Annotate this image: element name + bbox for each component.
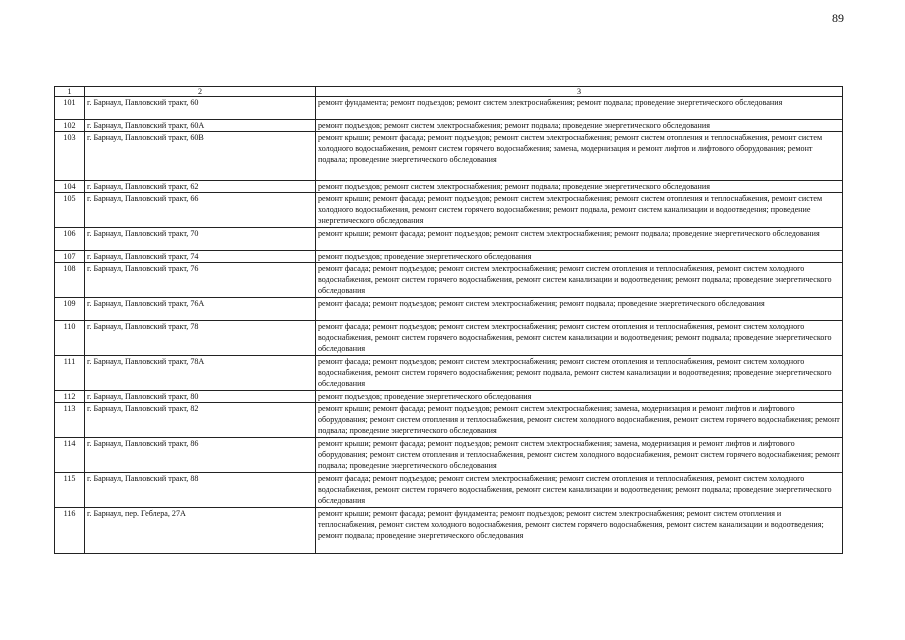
row-address: г. Барнаул, пер. Геблера, 27А (85, 508, 316, 554)
row-address: г. Барнаул, Павловский тракт, 78 (85, 321, 316, 356)
row-address: г. Барнаул, Павловский тракт, 60А (85, 120, 316, 132)
column-header-address: 2 (85, 87, 316, 97)
row-number: 101 (55, 97, 85, 120)
table-row (55, 356, 843, 391)
table-row (55, 97, 843, 120)
row-works: ремонт крыши; ремонт фасада; ремонт подъездов; ремонт систем электроснабжения; ремонт подвала; проведение энергетического обследования (316, 228, 843, 251)
row-address: г. Барнаул, Павловский тракт, 78А (85, 356, 316, 391)
row-number: 106 (55, 228, 85, 251)
table-row (55, 298, 843, 321)
row-number: 107 (55, 251, 85, 263)
row-address: г. Барнаул, Павловский тракт, 74 (85, 251, 316, 263)
table-row (55, 391, 843, 403)
row-address: г. Барнаул, Павловский тракт, 82 (85, 403, 316, 438)
column-header-works: 3 (316, 87, 843, 97)
row-number: 109 (55, 298, 85, 321)
row-number: 112 (55, 391, 85, 403)
page-number: 89 (832, 11, 844, 25)
row-address: г. Барнаул, Павловский тракт, 60 (85, 97, 316, 120)
table-row (55, 228, 843, 251)
row-address: г. Барнаул, Павловский тракт, 66 (85, 193, 316, 228)
row-works: ремонт подъездов; ремонт систем электроснабжения; ремонт подвала; проведение энергетического обследования (316, 120, 843, 132)
row-address: г. Барнаул, Павловский тракт, 88 (85, 473, 316, 508)
table-row (55, 132, 843, 181)
row-works: ремонт крыши; ремонт фасада; ремонт подъездов; ремонт систем электроснабжения; ремонт систем отопления и теплоснабжения, ремонт систем холодного водоснабжения, ремонт систем горячего водоснабжения; ремонт подвала, ремонт систем канализации и водоотведения; проведение энергетического обследования (316, 193, 843, 228)
row-works: ремонт фасада; ремонт подъездов; ремонт систем электроснабжения; ремонт систем отопления и теплоснабжения, ремонт систем холодного водоснабжения, ремонт систем горячего водоснабжения, ремонт систем канализации и водоотведения; ремонт подвала; проведение энергетического обследования (316, 473, 843, 508)
row-works: ремонт подъездов; ремонт систем электроснабжения; ремонт подвала; проведение энергетического обследования (316, 181, 843, 193)
row-works: ремонт фасада; ремонт подъездов; ремонт систем электроснабжения; ремонт систем отопления и теплоснабжения, ремонт систем холодного водоснабжения, ремонт систем горячего водоснабжения, ремонт систем канализации и водоотведения; ремонт подвала; проведение энергетического обследования (316, 321, 843, 356)
row-address: г. Барнаул, Павловский тракт, 76А (85, 298, 316, 321)
row-number: 104 (55, 181, 85, 193)
column-header-number: 1 (55, 87, 85, 97)
table-row (55, 403, 843, 438)
table-row (55, 251, 843, 263)
row-works: ремонт фасада; ремонт подъездов; ремонт систем электроснабжения; ремонт систем отопления и теплоснабжения, ремонт систем холодного водоснабжения, ремонт систем горячего водоснабжения, ремонт систем канализации и водоотведения; ремонт подвала; проведение энергетического обследования (316, 263, 843, 298)
row-number: 114 (55, 438, 85, 473)
row-works: ремонт подъездов; проведение энергетического обследования (316, 391, 843, 403)
row-number: 110 (55, 321, 85, 356)
table-row (55, 438, 843, 473)
row-works: ремонт крыши; ремонт фасада; ремонт подъездов; ремонт систем электроснабжения; замена, модернизация и ремонт лифтов и лифтового оборудования; ремонт систем отопления и теплоснабжения, ремонт систем холодного водоснабжения, ремонт систем горячего водоснабжения; ремонт подвала; проведение энергетического обследования (316, 438, 843, 473)
row-address: г. Барнаул, Павловский тракт, 76 (85, 263, 316, 298)
row-works: ремонт подъездов; проведение энергетического обследования (316, 251, 843, 263)
row-number: 113 (55, 403, 85, 438)
table-row (55, 473, 843, 508)
row-works: ремонт фундамента; ремонт подъездов; ремонт систем электроснабжения; ремонт подвала; проведение энергетического обследования (316, 97, 843, 120)
row-number: 102 (55, 120, 85, 132)
table-row (55, 120, 843, 132)
row-number: 116 (55, 508, 85, 554)
row-address: г. Барнаул, Павловский тракт, 86 (85, 438, 316, 473)
row-address: г. Барнаул, Павловский тракт, 70 (85, 228, 316, 251)
row-number: 115 (55, 473, 85, 508)
table-row (55, 508, 843, 554)
table-row (55, 321, 843, 356)
row-address: г. Барнаул, Павловский тракт, 80 (85, 391, 316, 403)
row-works: ремонт крыши; ремонт фасада; ремонт подъездов; ремонт систем электроснабжения; ремонт систем отопления и теплоснабжения, ремонт систем холодного водоснабжения, ремонт систем горячего водоснабжения; замена, модернизация и ремонт лифтов и лифтового оборудования; ремонт подвала; проведение энергетического обследования (316, 132, 843, 181)
row-works: ремонт крыши; ремонт фасада; ремонт подъездов; ремонт систем электроснабжения; замена, модернизация и ремонт лифтов и лифтового оборудования; ремонт систем отопления и теплоснабжения, ремонт систем холодного водоснабжения, ремонт систем горячего водоснабжения; ремонт подвала; проведение энергетического обследования (316, 403, 843, 438)
registry-table (54, 86, 843, 554)
table-row (55, 193, 843, 228)
row-number: 105 (55, 193, 85, 228)
table-row (55, 263, 843, 298)
table-row (55, 181, 843, 193)
row-address: г. Барнаул, Павловский тракт, 62 (85, 181, 316, 193)
header-row (55, 87, 843, 97)
row-works: ремонт фасада; ремонт подъездов; ремонт систем электроснабжения; ремонт подвала; проведение энергетического обследования (316, 298, 843, 321)
row-number: 108 (55, 263, 85, 298)
row-address: г. Барнаул, Павловский тракт, 60В (85, 132, 316, 181)
row-number: 103 (55, 132, 85, 181)
row-works: ремонт крыши; ремонт фасада; ремонт фундамента; ремонт подъездов; ремонт систем электроснабжения; ремонт систем отопления и теплоснабжения, ремонт систем холодного водоснабжения, ремонт систем горячего водоснабжения, ремонт систем канализации и водоотведения; ремонт подвала; проведение энергетического обследования (316, 508, 843, 554)
row-works: ремонт фасада; ремонт подъездов; ремонт систем электроснабжения; ремонт систем отопления и теплоснабжения, ремонт систем холодного водоснабжения, ремонт систем горячего водоснабжения; ремонт подвала, ремонт систем канализации и водоотведения; проведение энергетического обследования (316, 356, 843, 391)
row-number: 111 (55, 356, 85, 391)
